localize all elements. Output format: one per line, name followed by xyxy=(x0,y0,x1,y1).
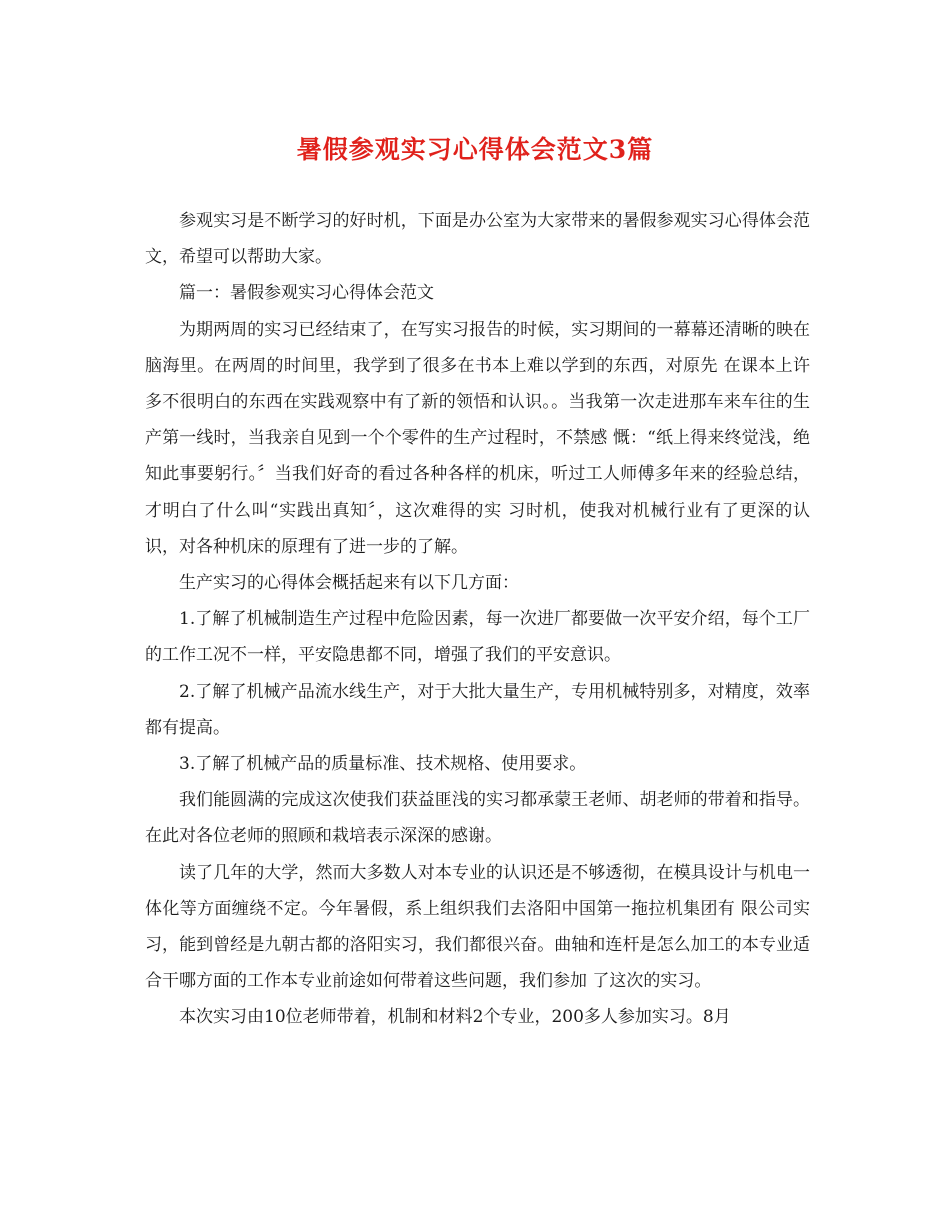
body-paragraph: 读了几年的大学，然而大多数人对本专业的认识还是不够透彻，在模具设计与机电一体化等方面缠绕不定。今年暑假，系上组织我们去洛阳中国第一拖拉机集团有 限公司实习，能到曾经是九朝古都的洛阳实习，我们都很兴奋。曲轴和连杆是怎么加工的本专业适合干哪方面的工作本专业前途如何带着这些问题，我们参加 了这次的实习。 xyxy=(145,862,810,992)
body-paragraph: 生产实习的心得体会概括起来有以下几方面： xyxy=(179,573,519,594)
document-title: 暑假参观实习心得体会范文3篇 xyxy=(296,135,654,164)
list-item: 2.了解了机械产品流水线生产，对于大批大量生产，专用机械特别多，对精度，效率都有提高。 xyxy=(145,681,810,738)
list-item: 1.了解了机械制造生产过程中危险因素，每一次进厂都要做一次平安介绍，每个工厂的工作工况不一样，平安隐患都不同，增强了我们的平安意识。 xyxy=(145,609,810,666)
list-item: 3.了解了机械产品的质量标准、技术规格、使用要求。 xyxy=(179,754,587,775)
intro-paragraph: 参观实习是不断学习的好时机，下面是办公室为大家带来的暑假参观实习心得体会范文，希望可以帮助大家。 xyxy=(145,211,810,268)
document-body xyxy=(145,203,810,1036)
section-heading: 篇一：暑假参观实习心得体会范文 xyxy=(179,283,434,304)
body-paragraph: 我们能圆满的完成这次使我们获益匪浅的实习都承蒙王老师、胡老师的带着和指导。在此对各位老师的照顾和栽培表示深深的感谢。 xyxy=(145,790,810,847)
body-paragraph: 本次实习由10位老师带着，机制和材料2个专业，200多人参加实习。8月 xyxy=(179,1007,731,1028)
body-paragraph: 为期两周的实习已经结束了，在写实习报告的时候，实习期间的一幕幕还清晰的映在脑海里。在两周的时间里，我学到了很多在书本上难以学到的东西，对原先 在课本上许多不很明白的东西在实践观察中有了新的领悟和认识。。当我第一次走进那车来车往的生产第一线时，当我亲自见到一个个零件的生产过程时，不禁感 慨：“纸上得来终觉浅，绝知此事要躬行。〞当我们好奇的看过各种各样的机床，听过工人师傅多年来的经验总结，才明白了什么叫“实践出真知〞，这次难得的实 习时机，使我对机械行业有了更深的认识，对各种机床的原理有了进一步的了解。 xyxy=(145,319,810,557)
